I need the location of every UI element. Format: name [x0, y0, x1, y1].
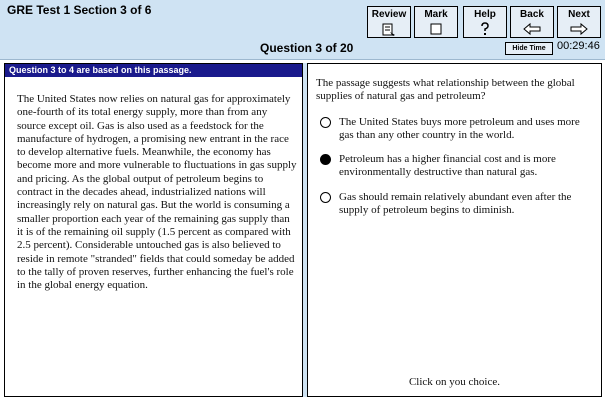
- question-pane: [307, 63, 602, 397]
- header-bar: [0, 0, 605, 60]
- next-button[interactable]: Next: [557, 6, 601, 38]
- answer-choice-c[interactable]: Gas should remain relatively abundant even after the supply of petroleum begins to diminish.: [320, 191, 588, 218]
- mark-button[interactable]: Mark: [414, 6, 458, 38]
- question-mark-icon: [464, 21, 506, 37]
- question-stem: The passage suggests what relationship between the global supplies of natural gas and petroleum?: [316, 77, 575, 103]
- passage-banner: Question 3 to 4 are based on this passage.: [5, 64, 302, 77]
- passage-pane: [4, 63, 303, 397]
- radio-button[interactable]: [320, 192, 331, 203]
- timer: 00:29:46: [557, 40, 600, 52]
- instruction-text: Click on you choice.: [408, 376, 501, 388]
- review-button[interactable]: Review: [367, 6, 411, 38]
- passage-text: The United States now relies on natural gas for approximately one-fourth of its total energy supply, more than from any source except oil. Gas is also used as a feedstock for the manufacture of hydrogen, a promising new entrant in the race to develop alternative fuels. Meanwhile, the economy has become more and more vulnerable to fluctuations in gas supply and pricing. As the global output of petroleum begins to contract in the decades ahead, industrialized nations will increasingly rely on natural gas. But the world is consuming a smaller proportion each year of the remaining gas supply than it is of the remaining oil supply (1.5 percent as compared with 2.5 percent). Considerable untouched gas is also believed to reside in remote "stranded" fields that could someday be added to the tally of proven reserves, further enhancing the fuel's role in the global energy equation.: [17, 93, 297, 292]
- arrow-right-icon: [558, 21, 600, 37]
- test-title: GRE Test 1 Section 3 of 6: [7, 3, 152, 17]
- radio-button[interactable]: [320, 117, 331, 128]
- radio-button-selected[interactable]: [320, 154, 331, 165]
- checkbox-icon: [415, 21, 457, 37]
- question-counter: Question 3 of 20: [260, 41, 354, 55]
- hide-time-button[interactable]: Hide Time: [505, 42, 553, 55]
- answer-choice-a[interactable]: The United States buys more petroleum and uses more gas than any other country in the world.: [320, 116, 588, 143]
- back-button[interactable]: Back: [510, 6, 554, 38]
- help-button[interactable]: Help: [463, 6, 507, 38]
- review-icon: [368, 21, 410, 37]
- answer-choice-b[interactable]: Petroleum has a higher financial cost and is more environmentally destructive than natural gas.: [320, 153, 588, 180]
- arrow-left-icon: [511, 21, 553, 37]
